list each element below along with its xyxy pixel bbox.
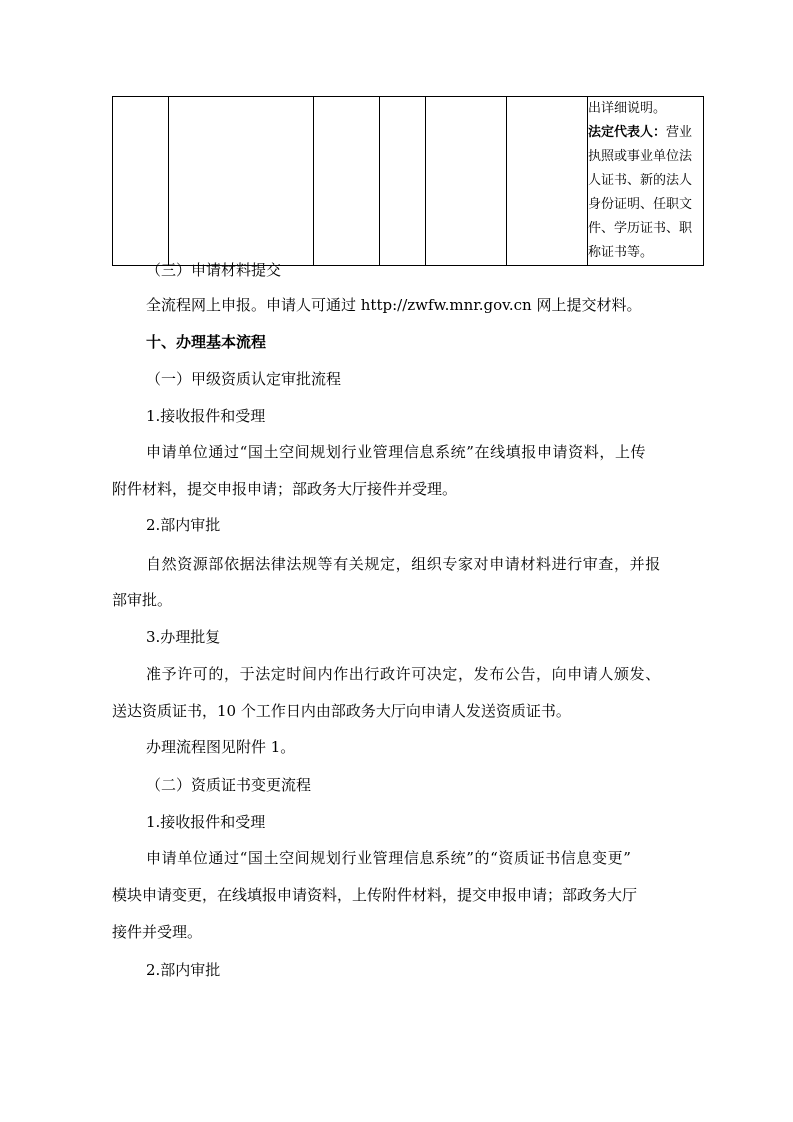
subsection-title: （三）申请材料提交 (146, 261, 282, 279)
note-line: 出详细说明。 (588, 101, 667, 116)
table-note-cell (588, 97, 704, 266)
step-title: 1.接收报件和受理 (146, 813, 266, 831)
step-title: 3.办理批复 (146, 628, 221, 646)
step-title: 2.部内审批 (146, 961, 221, 979)
paragraph-line: 送达资质证书，10 个工作日内由部政务大厅向申请人发送资质证书。 (112, 702, 571, 720)
paragraph-line: 申请单位通过“国土空间规划行业管理信息系统”的“资质证书信息变更” (146, 849, 632, 867)
section-title: 十、办理基本流程 (146, 333, 267, 351)
table-cell (426, 97, 507, 266)
note-line: 人证书、新的法人 (588, 173, 693, 188)
paragraph: 办理流程图见附件 1。 (146, 738, 296, 756)
table-cell (380, 97, 426, 266)
subsection-title: （一）甲级资质认定审批流程 (146, 370, 342, 388)
table-cell (314, 97, 380, 266)
table-cell (113, 97, 169, 266)
note-line: 称证书等。 (588, 245, 654, 260)
note-line: 身份证明、任职文 (588, 197, 693, 212)
legal-rep-label: 法定代表人： (588, 125, 667, 140)
subsection-title: （二）资质证书变更流程 (146, 776, 312, 794)
paragraph-line: 准予许可的，于法定时间内作出行政许可决定，发布公告，向申请人颁发、 (146, 665, 661, 683)
paragraph-line: 自然资源部依据法律法规等有关规定，组织专家对申请材料进行审查，并报 (146, 555, 661, 573)
paragraph-line: 附件材料，提交申报申请；部政务大厅接件并受理。 (112, 480, 458, 498)
paragraph-line: 申请单位通过“国土空间规划行业管理信息系统”在线填报申请资料，上传 (146, 443, 647, 461)
paragraph-line: 接件并受理。 (112, 923, 203, 941)
paragraph-line: 模块申请变更，在线填报申请资料，上传附件材料，提交申报申请；部政务大厅 (112, 886, 638, 904)
note-line: 件、学历证书、职 (588, 221, 693, 236)
step-title: 1.接收报件和受理 (146, 407, 266, 425)
note-line: 执照或事业单位法 (588, 149, 693, 164)
paragraph-line: 部审批。 (112, 591, 173, 609)
step-title: 2.部内审批 (146, 516, 221, 534)
table-cell (507, 97, 588, 266)
table-cell (169, 97, 314, 266)
note-line-tail: 营业 (666, 125, 693, 140)
paragraph: 全流程网上申报。申请人可通过 http://zwfw.mnr.gov.cn 网上提交材料。 (146, 296, 642, 314)
materials-table-continuation (112, 96, 704, 266)
note-line (588, 121, 703, 145)
table-row (113, 97, 704, 266)
